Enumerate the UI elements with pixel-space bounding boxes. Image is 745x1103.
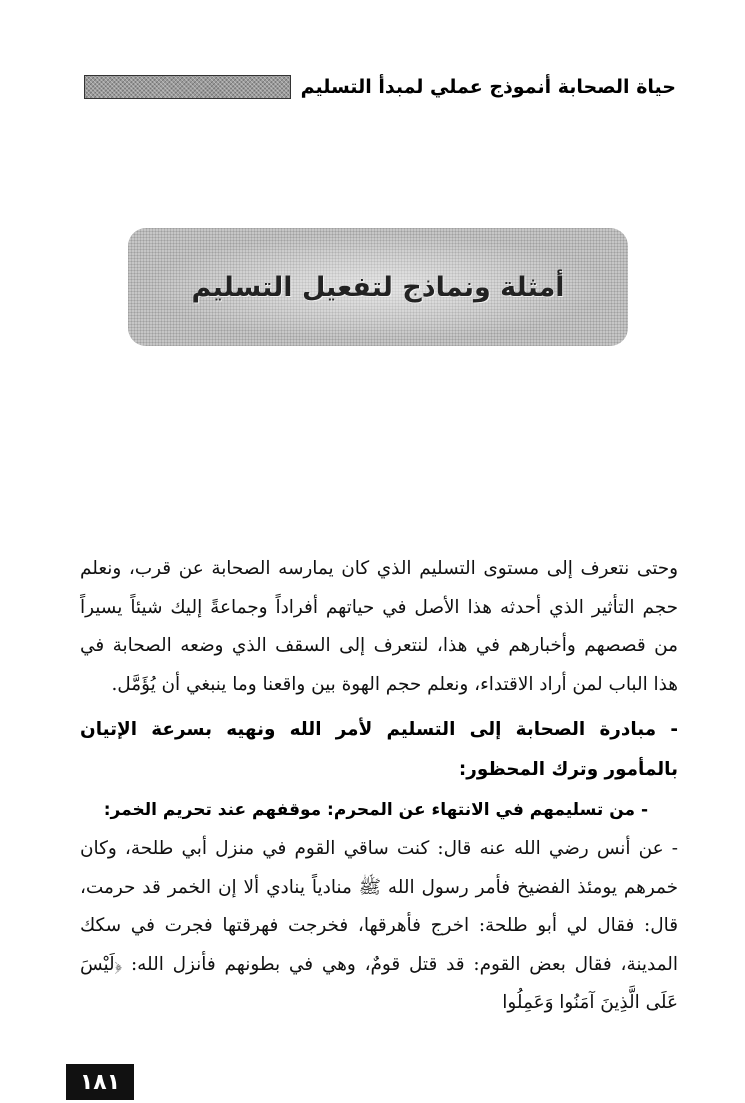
section-subheading: - من تسليمهم في الانتهاء عن المحرم: موقفهم عند تحريم الخمر:	[103, 800, 648, 820]
running-header-title: حياة الصحابة أنموذج عملي لمبدأ التسليم	[300, 76, 676, 98]
intro-paragraph: وحتى نتعرف إلى مستوى التسليم الذي كان يمارسه الصحابة عن قرب، ونعلم حجم التأثير الذي أحدثه هذا الأصل في حياتهم أفراداً وجماعةً إليك شيئاً يسيراً من قصصهم وأخبارهم في هذا، لنتعرف إلى السقف الذي وضعه الصحابة في هذا الباب لمن أراد الاقتداء، ونعلم حجم الهوة بين واقعنا وما ينبغي أن يُؤَمَّل.	[80, 558, 678, 695]
body-text	[80, 550, 678, 1023]
running-header	[84, 70, 676, 104]
header-decorative-bar	[84, 75, 291, 99]
hadith-paragraph: - عن أنس رضي الله عنه قال: كنت ساقي القوم في منزل أبي طلحة، وكان خمرهم يومئذ الفضيخ فأمر رسول الله ﷺ منادياً ينادي ألا إن الخمر قد حرمت، قال: فقال لي أبو طلحة: اخرج فأهرقها، فخرجت فهرقتها فجرت في سكك المدينة، فقال بعض القوم: قد قتل قومٌ، وهي في بطونهم فأنزل الله: ﴿لَيْسَ عَلَى الَّذِينَ آمَنُوا وَعَمِلُوا	[80, 838, 678, 1013]
page-number: ١٨١	[66, 1064, 134, 1100]
chapter-title: أمثلة ونماذج لتفعيل التسليم	[191, 271, 565, 303]
chapter-title-box	[128, 228, 628, 346]
section-heading: - مبادرة الصحابة إلى التسليم لأمر الله ونهيه بسرعة الإتيان بالمأمور وترك المحظور:	[80, 719, 678, 780]
